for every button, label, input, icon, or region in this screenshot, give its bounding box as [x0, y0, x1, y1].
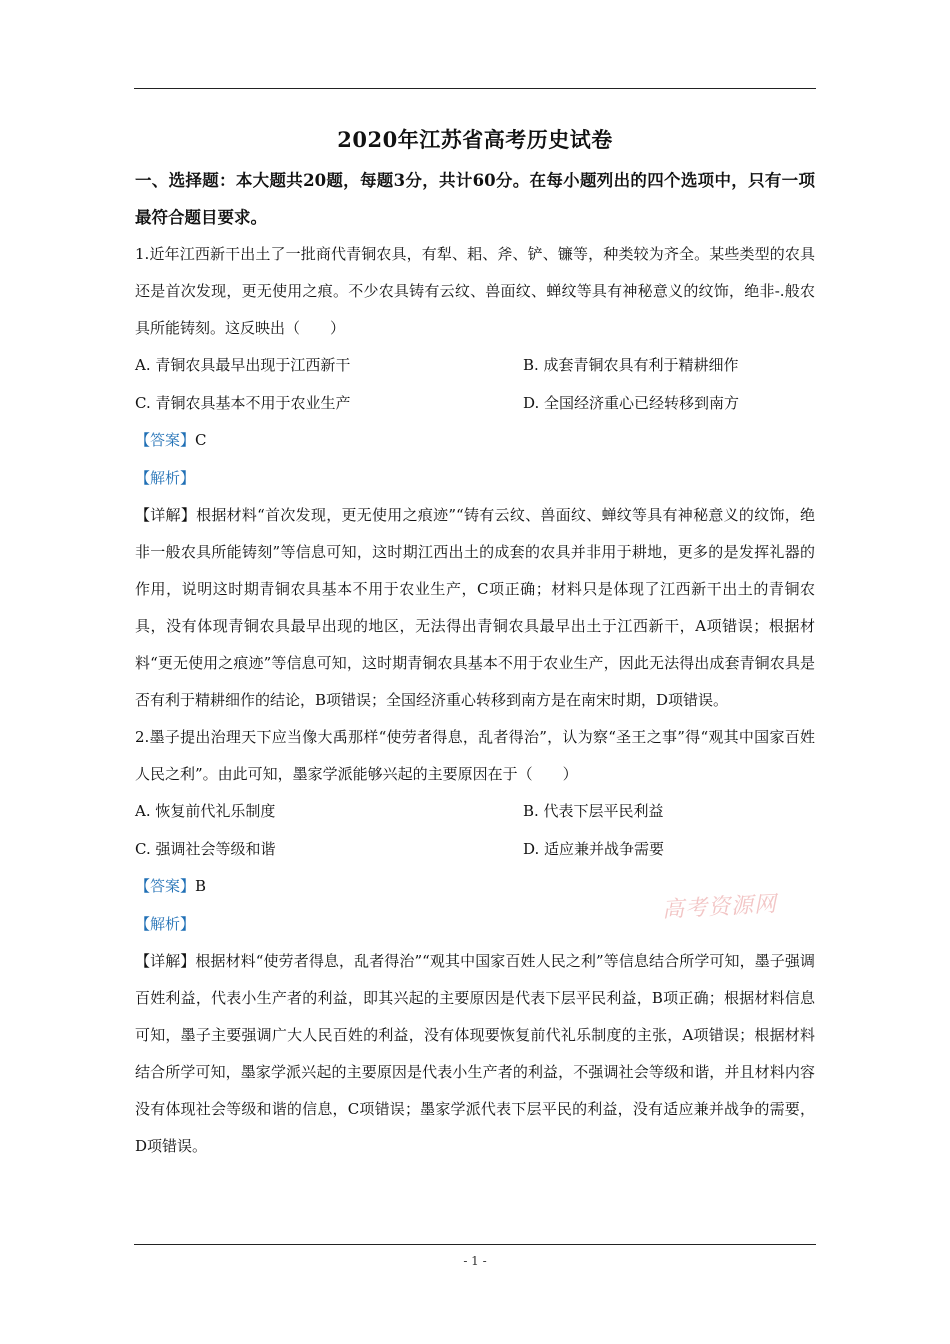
question-1 [135, 236, 815, 719]
question-2-stem: 2.墨子提出治理天下应当像大禹那样“使劳者得息，乱者得治”，认为察“圣王之事”得“观其中国家百姓人民之利”。由此可知，墨家学派能够兴起的主要原因在于（ ） [135, 728, 815, 783]
answer-tag: 【答案】 [135, 877, 196, 895]
question-1-options-row-1 [135, 347, 815, 385]
detail-text: 根据材料“首次发现，更无使用之痕迹”“铸有云纹、兽面纹、蝉纹等具有神秘意义的纹饰，绝非一般农具所能铸刻”等信息可知，这时期江西出土的成套的农具并非用于耕地，更多的是发挥礼器的作用，说明这时期青铜农具基本不用于农业生产，C项正确；材料只是体现了江西新干出土的青铜农具，没有体现青铜农具最早出现的地区，无法得出青铜农具最早出土于江西新干，A项错误；根据材料“更无使用之痕迹”等信息可知，这时期青铜农具基本不用于农业生产，因此无法得出成套青铜农具是否有利于精耕细作的结论，B项错误；全国经济重心转移到南方是在南宋时期，D项错误。 [135, 506, 815, 709]
question-2-options-row-1 [135, 793, 815, 831]
answer-value: C [195, 431, 207, 449]
header-rule [134, 88, 816, 89]
question-1-option-c: C. 青铜农具基本不用于农业生产 [135, 393, 351, 412]
question-1-analysis [135, 460, 815, 498]
answer-value: B [195, 877, 207, 895]
section-header: 一、选择题：本大题共20题，每题3分，共计60分。在每小题列出的四个选项中，只有一项最符合题目要求。 [135, 171, 815, 227]
page-number: - 1 - [463, 1254, 487, 1268]
question-2-option-d: D. 适应兼并战争需要 [523, 839, 665, 858]
page-title: 2020年江苏省高考历史试卷 [337, 127, 613, 152]
watermark: 高考资源网 [661, 892, 778, 923]
question-2-option-a: A. 恢复前代礼乐制度 [135, 802, 276, 820]
question-1-answer [135, 422, 815, 460]
document-body [135, 118, 815, 1165]
analysis-tag: 【解析】 [135, 914, 196, 933]
question-2-detail [135, 943, 815, 1165]
question-1-options-row-2 [135, 385, 815, 423]
question-2-options-row-2 [135, 831, 815, 869]
question-1-stem: 1.近年江西新干出土了一批商代青铜农具，有犁、耜、斧、铲、镰等，种类较为齐全。某些类型的农具还是首次发现，更无使用之痕。不少农具铸有云纹、兽面纹、蝉纹等具有神秘意义的纹饰，绝非-.般农具所能铸刻。这反映出（ ） [135, 245, 815, 337]
question-1-option-a: A. 青铜农具最早出现于江西新干 [135, 356, 351, 374]
answer-tag: 【答案】 [135, 431, 196, 449]
footer-rule [134, 1244, 816, 1245]
question-1-option-b: B. 成套青铜农具有利于精耕细作 [523, 356, 739, 374]
question-2 [135, 719, 815, 1165]
detail-tag: 【详解】 [135, 952, 196, 970]
question-1-detail [135, 497, 815, 719]
detail-text: 根据材料“使劳者得息，乱者得治”“观其中国家百姓人民之利”等信息结合所学可知，墨子强调百姓利益，代表小生产者的利益，即其兴起的主要原因是代表下层平民利益，B项正确；根据材料信息可知，墨子主要强调广大人民百姓的利益，没有体现要恢复前代礼乐制度的主张，A项错误；根据材料结合所学可知，墨家学派兴起的主要原因是代表小生产者的利益，不强调社会等级和谐，并且材料内容没有体现社会等级和谐的信息，C项错误；墨家学派代表下层平民的利益，没有适应兼并战争的需要，D项错误。 [135, 952, 815, 1155]
detail-tag: 【详解】 [135, 506, 197, 524]
analysis-tag: 【解析】 [135, 468, 196, 487]
question-1-option-d: D. 全国经济重心已经转移到南方 [523, 393, 740, 412]
question-2-option-c: C. 强调社会等级和谐 [135, 839, 276, 858]
question-2-option-b: B. 代表下层平民利益 [523, 802, 664, 820]
